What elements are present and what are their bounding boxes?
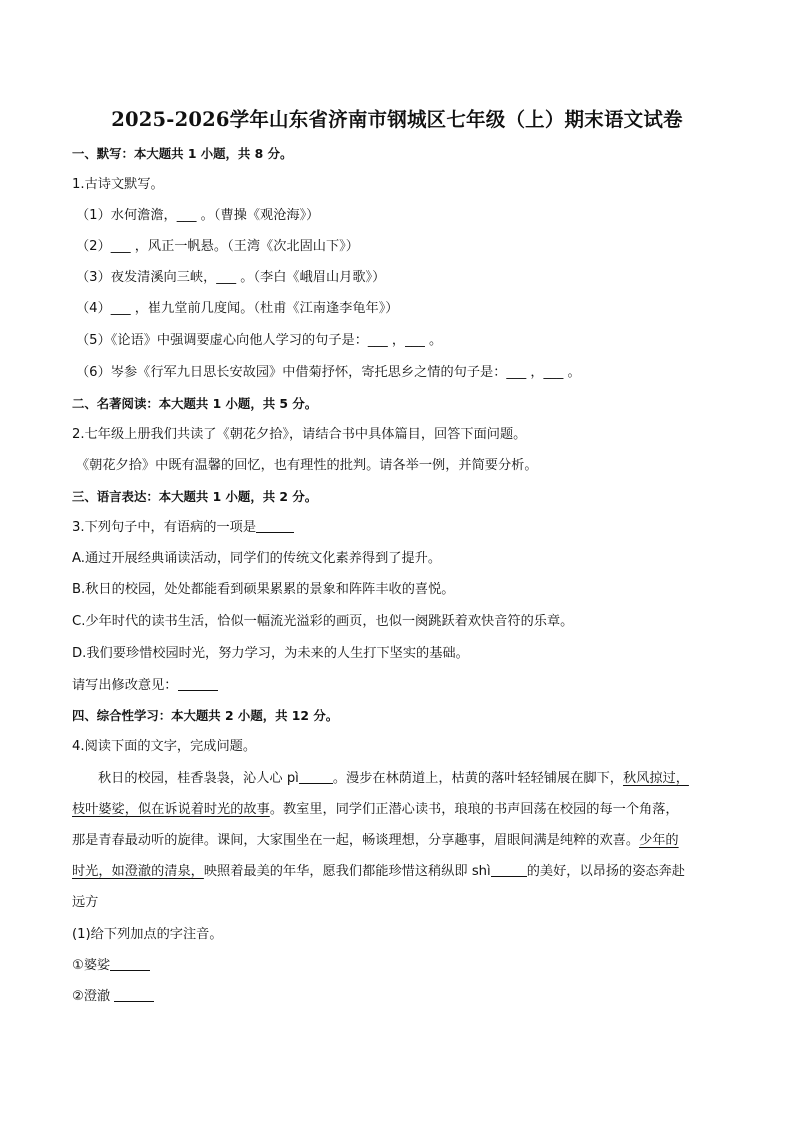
question-3-stem: 3.下列句子中，有语病的一项是: [72, 520, 257, 535]
item-label: ②澄澈: [72, 989, 111, 1004]
q1-item-3: （3）夜发清溪向三峡，___ 。（李白《峨眉山月歌》）: [76, 270, 386, 285]
q3-option-d: D.我们要珍惜校园时光，努力学习，为未来的人生打下坚实的基础。: [72, 646, 469, 661]
question-2-text: 《朝花夕拾》中既有温馨的回忆，也有理性的批判。请各举一例，并简要分析。: [76, 458, 538, 473]
revise-line: [72, 676, 218, 696]
section-1-header: 一、默写：本大题共 1 小题，共 8 分。: [72, 146, 293, 161]
underlined-sentence: 时光，如澄澈的清泉，: [72, 864, 204, 879]
answer-blank[interactable]: [114, 987, 154, 1002]
answer-blank[interactable]: [491, 862, 527, 877]
section-2-header: 二、名著阅读：本大题共 1 小题，共 5 分。: [72, 396, 318, 411]
sub-question-1-stem: (1)给下列加点的字注音。: [72, 927, 223, 942]
item-label: ①婆娑: [72, 958, 111, 973]
question-2-stem: 2.七年级上册我们共读了《朝花夕拾》，请结合书中具体篇目，回答下面问题。: [72, 427, 527, 442]
passage-line-2: [72, 800, 679, 820]
question-1-stem: 1.古诗文默写。: [72, 177, 164, 192]
passage-text: 映照着最美的年华，愿我们都能珍惜这稍纵即 shì: [203, 864, 491, 879]
sub-question-1-item-2: [72, 987, 154, 1007]
revise-prompt: 请写出修改意见：: [72, 678, 178, 693]
question-3-stem-line: [72, 518, 294, 538]
passage-text: 。教室里，同学们正潜心读书，琅琅的书声回荡在校园的每一个角落，: [269, 802, 679, 817]
page-title: 2025-2026学年山东省济南市钢城区七年级（上）期末语文试卷: [111, 108, 683, 131]
q3-option-b: B.秋日的校园，处处都能看到硕果累累的景象和阵阵丰收的喜悦。: [72, 582, 455, 597]
section-3-header: 三、语言表达：本大题共 1 小题，共 2 分。: [72, 489, 318, 504]
underlined-sentence: 秋风掠过，: [622, 771, 689, 786]
passage-line-3: [72, 831, 679, 851]
passage-text: 那是青春最动听的旋律。课间，大家围坐在一起，畅谈理想，分享趣事，眉眼间满是纯粹的欢喜。: [72, 833, 640, 848]
passage-line-5: 远方: [72, 895, 99, 910]
q3-option-c: C.少年时代的读书生活，恰似一幅流光溢彩的画页，也似一阕跳跃着欢快音符的乐章。: [72, 614, 574, 629]
q1-item-6: （6）岑参《行军九日思长安故园》中借菊抒怀，寄托思乡之情的句子是：___ ，___ 。: [76, 365, 581, 380]
passage-text: 秋日的校园，桂香袅袅，沁人心 pì: [98, 771, 299, 786]
sub-question-1-item-1: [72, 956, 150, 976]
q1-item-4: （4）___ ，崔九堂前几度闻。（杜甫《江南逢李龟年》）: [76, 301, 399, 316]
q1-item-2: （2）___ ，风正一帆悬。（王湾《次北固山下》）: [76, 239, 359, 254]
q1-item-5: （5）《论语》中强调要虚心向他人学习的句子是：___ ，___ 。: [76, 333, 443, 348]
answer-blank[interactable]: [178, 676, 218, 691]
q3-option-a: A.通过开展经典诵读活动，同学们的传统文化素养得到了提升。: [72, 551, 442, 566]
question-4-stem: 4.阅读下面的文字，完成问题。: [72, 739, 257, 754]
answer-blank[interactable]: [299, 769, 333, 784]
passage-line-4: [72, 862, 685, 882]
answer-blank[interactable]: [110, 956, 150, 971]
passage-text: 。漫步在林荫道上，枯黄的落叶轻轻铺展在脚下，: [332, 771, 623, 786]
q1-item-1: （1）水何澹澹，___ 。（曹操《观沧海》）: [76, 208, 320, 223]
underlined-sentence: 少年的: [639, 833, 679, 848]
section-4-header: 四、综合性学习：本大题共 2 小题，共 12 分。: [72, 708, 339, 723]
underlined-sentence: 枝叶婆娑，似在诉说着时光的故事: [72, 802, 270, 817]
passage-text: 的美好，以昂扬的姿态奔赴: [526, 864, 685, 879]
passage-line-1: [98, 769, 689, 789]
answer-blank[interactable]: [256, 518, 294, 533]
